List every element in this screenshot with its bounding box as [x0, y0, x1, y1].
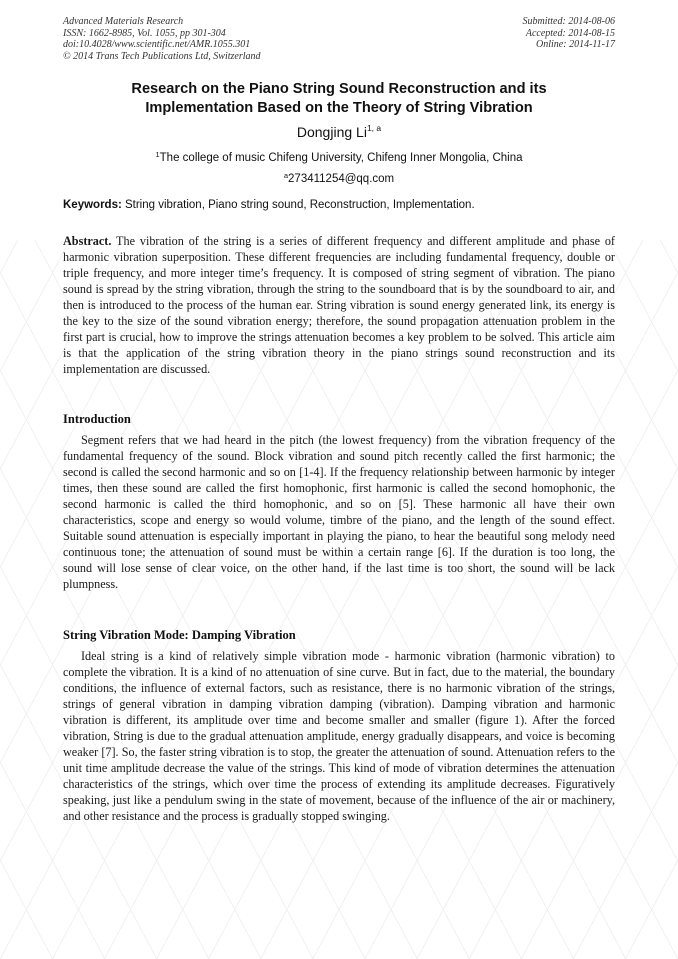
- dates-header: [523, 16, 616, 51]
- journal-doi[interactable]: doi:10.4028/www.scientific.net/AMR.1055.301: [63, 39, 251, 50]
- author-name: Dongjing Li: [296, 124, 367, 140]
- email: [0, 171, 678, 185]
- section-heading-damping-vibration: String Vibration Mode: Damping Vibration: [63, 628, 296, 642]
- abstract-label: Abstract.: [63, 234, 112, 248]
- journal-issn: ISSN: 1662-8985, Vol. 1055, pp 301-304: [63, 27, 226, 39]
- author: [0, 123, 678, 140]
- journal-header: [63, 16, 261, 62]
- email-superscript: a: [283, 171, 289, 180]
- abstract-text: The vibration of the string is a series of different frequency and different amplitude and phase of harmonic vibration superposition. These different frequencies are including fundamental frequency, double or triple frequency, and more integer time’s frequency. It is composed of string segment of vibration. The piano sound is spread by the string vibration, through the string to the soundboard that is by the soundboard to air, and then is introduced to the process of the human ear. String vibration is sound energy generated link, its energy is the key to the size of the sound vibration energy; therefore, the sound propagation attenuation problem in the first part is crucial, how to improve the strings attenuation becomes a key problem to be solved. This article aim is that the application of the string vibration theory in the piano strings sound reconstruction and its implementation are discussed.: [63, 234, 615, 376]
- affiliation-superscript: 1: [155, 150, 160, 159]
- paper-title: [40, 80, 638, 118]
- introduction-heading: Introduction: [63, 412, 131, 426]
- affiliation: [0, 150, 678, 164]
- author-superscript: 1, a: [366, 123, 382, 133]
- date-accepted: Accepted: 2014-08-15: [525, 27, 615, 39]
- journal-name: Advanced Materials Research: [63, 16, 184, 27]
- damping-vibration-paragraph: Ideal string is a kind of relatively simple vibration mode - harmonic vibration (harmonic vibration) to complete the vibration. It is a kind of no attenuation of sine curve. But in fact, due to the material, the boundary conditions, the influence of external factors, such as resistance, there is no harmonic vibration of the strings, strings of general vibration in damping vibration damping (vibration). Damping vibration and harmonic vibration is different, its amplitude over time and become smaller and smaller (figure 1). After the forced vibration, String is due to the gradual attenuation amplitude, energy gradually disappears, and voice is becoming weaker [7]. So, the faster string vibration is to stop, the greater the attenuation of sound. Attenuation refers to the unit time amplitude decrease the value of the strings. This kind of mode of vibration determines the attenuation characteristics of the strings, which over time the process of extending its amplitude decreases. Figuratively speaking, just like a pendulum swing in the state of movement, because of the influence of the air or machinery, and other resistance and the process is gradually stopped swinging.: [63, 649, 615, 823]
- affiliation-text: The college of music Chifeng University, Chifeng Inner Mongolia, China: [159, 152, 523, 164]
- journal-copyright: © 2014 Trans Tech Publications Ltd, Switzerland: [63, 50, 261, 62]
- date-submitted: Submitted: 2014-08-06: [522, 16, 615, 27]
- keywords-label: Keywords:: [63, 199, 122, 211]
- keywords-text: String vibration, Piano string sound, Reconstruction, Implementation.: [121, 199, 475, 211]
- introduction-paragraph: Segment refers that we had heard in the pitch (the lowest frequency) from the vibration frequency of the fundamental frequency of the sound. Block vibration and sound pitch recently called the first harmonic; the second is called the second harmonic and so on [1-4]. If the frequency relationship between harmonic by integer times, then these sound are called the first homophonic, first harmonic is called the second homophonic, the second harmonic is called the third homophonic, and so on [5]. These harmonic all have their own characteristics, scope and energy so would volume, timbre of the piano, and the length of the sound effect. Suitable sound attenuation is especially important in playing the piano, to hear the beautiful song melody need continuous tone; the attenuation of sound must be within a certain range [6]. If the duration is too long, the sound will lose sense of clear voice, on the other hand, if the last time is too short, the sound will be lack plumpness.: [63, 433, 615, 591]
- email-address[interactable]: 273411254@qq.com: [288, 173, 395, 185]
- date-online: Online: 2014-11-17: [536, 39, 615, 50]
- paper-title-line-2: Implementation Based on the Theory of String Vibration: [145, 100, 533, 116]
- keywords: [63, 199, 615, 211]
- paper-title-line-1: Research on the Piano String Sound Reconstruction and its: [131, 81, 547, 97]
- abstract: [63, 234, 615, 378]
